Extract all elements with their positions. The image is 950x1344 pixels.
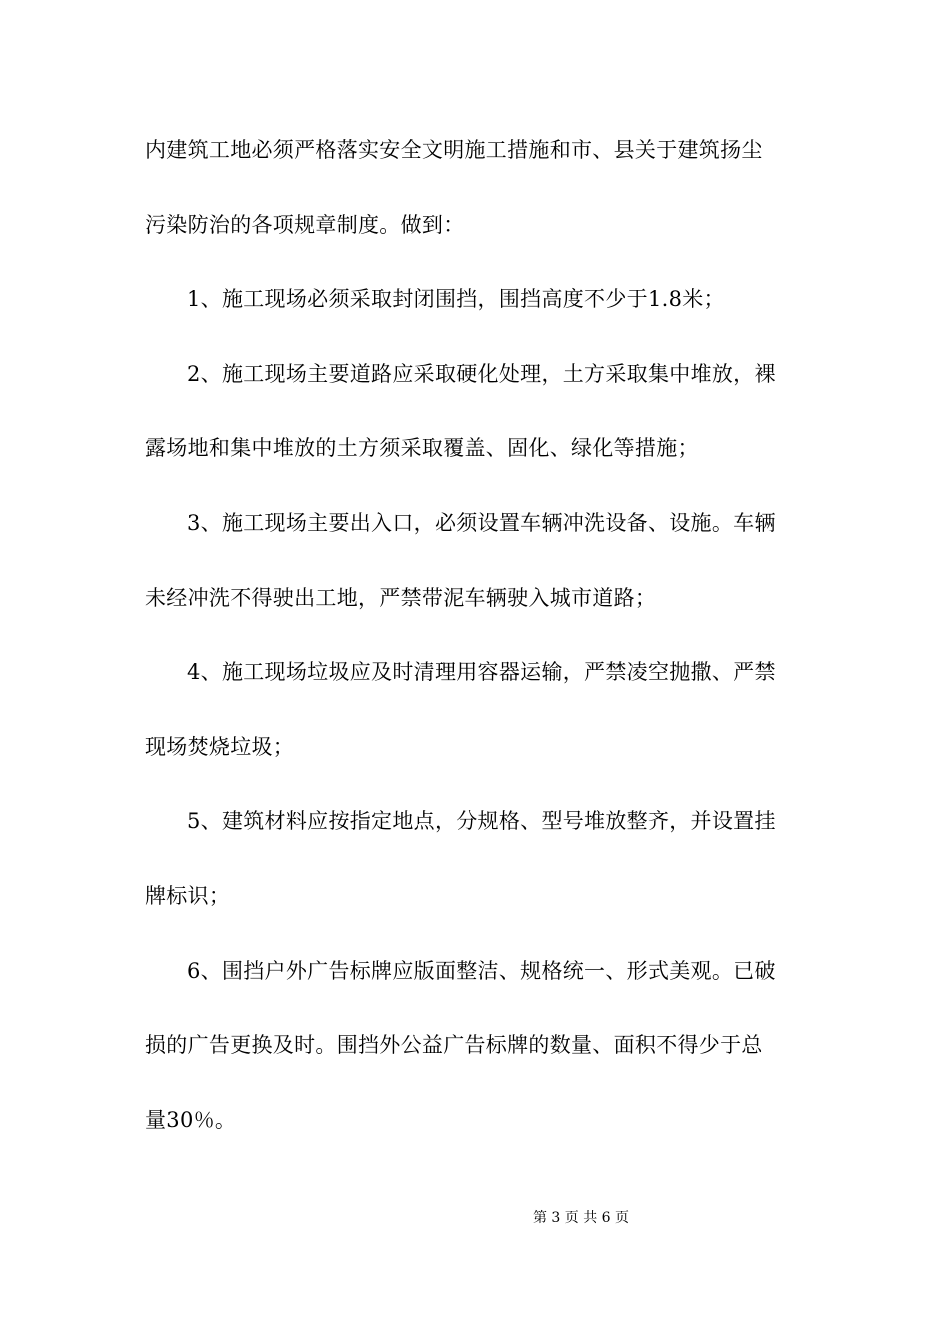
document-body xyxy=(145,128,810,1172)
list-item-4: 4、施工现场垃圾应及时清理用容器运输，严禁凌空抛撒、严禁 xyxy=(187,660,776,685)
list-item-6: 6、围挡户外广告标牌应版面整洁、规格统一、形式美观。已破 xyxy=(187,958,776,983)
list-item-3: 3、施工现场主要出入口，必须设置车辆冲洗设备、设施。车辆 xyxy=(187,510,776,535)
text-line: 污染防治的各项规章制度。做到： xyxy=(145,212,465,237)
list-item-2: 2、施工现场主要道路应采取硬化处理，土方采取集中堆放，裸 xyxy=(187,361,776,386)
list-item-1: 1、施工现场必须采取封闭围挡，围挡高度不少于1.8米； xyxy=(187,287,725,312)
text-line: 牌标识； xyxy=(145,883,231,908)
text-line: 露场地和集中堆放的土方须采取覆盖、固化、绿化等措施； xyxy=(145,436,699,461)
text-line: 量30％。 xyxy=(145,1107,237,1132)
text-line: 现场焚烧垃圾； xyxy=(145,734,295,759)
list-item-5: 5、建筑材料应按指定地点，分规格、型号堆放整齐，并设置挂 xyxy=(187,809,776,834)
text-line: 损的广告更换及时。围挡外公益广告标牌的数量、面积不得少于总 xyxy=(145,1033,763,1058)
text-line: 内建筑工地必须严格落实安全文明施工措施和市、县关于建筑扬尘 xyxy=(145,138,763,162)
page-number: 第 3 页 共 6 页 xyxy=(532,1210,630,1226)
text-line: 未经冲洗不得驶出工地，严禁带泥车辆驶入城市道路； xyxy=(145,585,657,610)
